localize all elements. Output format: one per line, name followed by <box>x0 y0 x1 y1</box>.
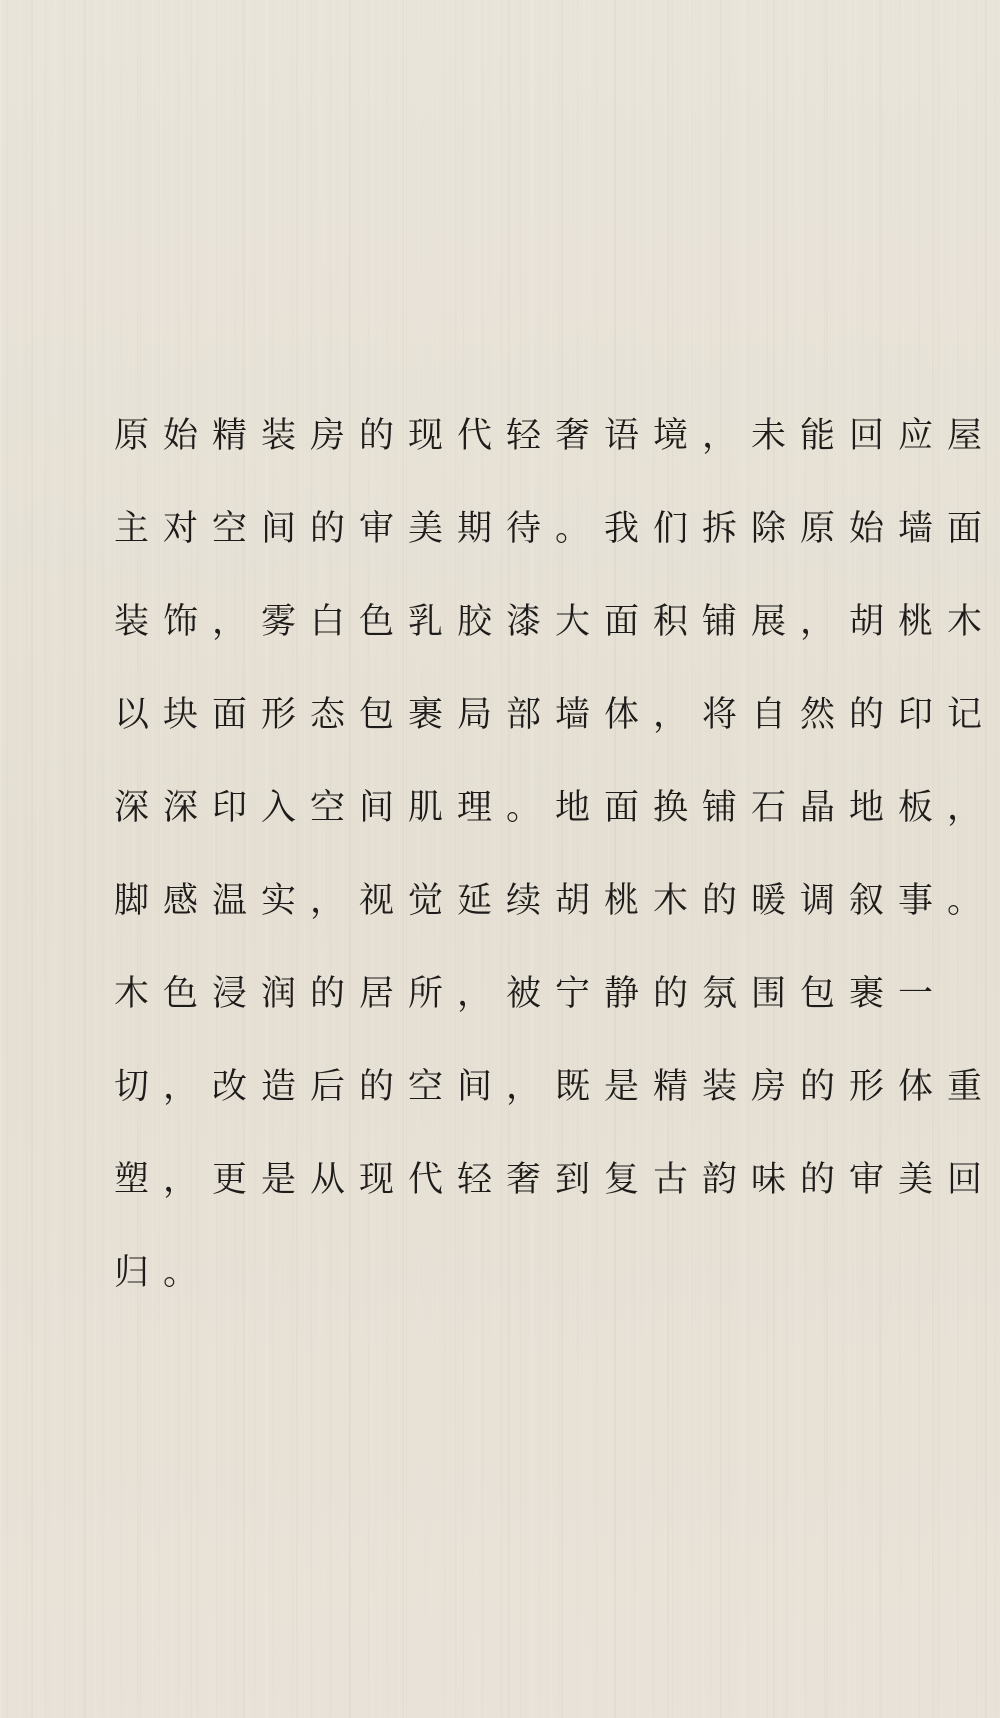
article-paragraph <box>114 390 997 1320</box>
paragraph-line: 深深印入空间肌理。地面换铺石晶地板， <box>114 788 997 828</box>
paragraph-line: 原始精装房的现代轻奢语境，未能回应屋 <box>114 416 997 456</box>
paragraph-line: 脚感温实，视觉延续胡桃木的暖调叙事。 <box>114 881 997 921</box>
paragraph-line: 塑，更是从现代轻奢到复古韵味的审美回 <box>114 1160 997 1200</box>
paragraph-line: 切，改造后的空间，既是精装房的形体重 <box>114 1067 997 1107</box>
paragraph-line: 主对空间的审美期待。我们拆除原始墙面 <box>114 509 997 549</box>
paragraph-line: 装饰，雾白色乳胶漆大面积铺展，胡桃木 <box>114 602 997 642</box>
paragraph-line: 木色浸润的居所，被宁静的氛围包裹一 <box>114 974 948 1014</box>
paragraph-line: 归。 <box>114 1253 213 1293</box>
paragraph-line: 以块面形态包裹局部墙体，将自然的印记 <box>114 695 997 735</box>
